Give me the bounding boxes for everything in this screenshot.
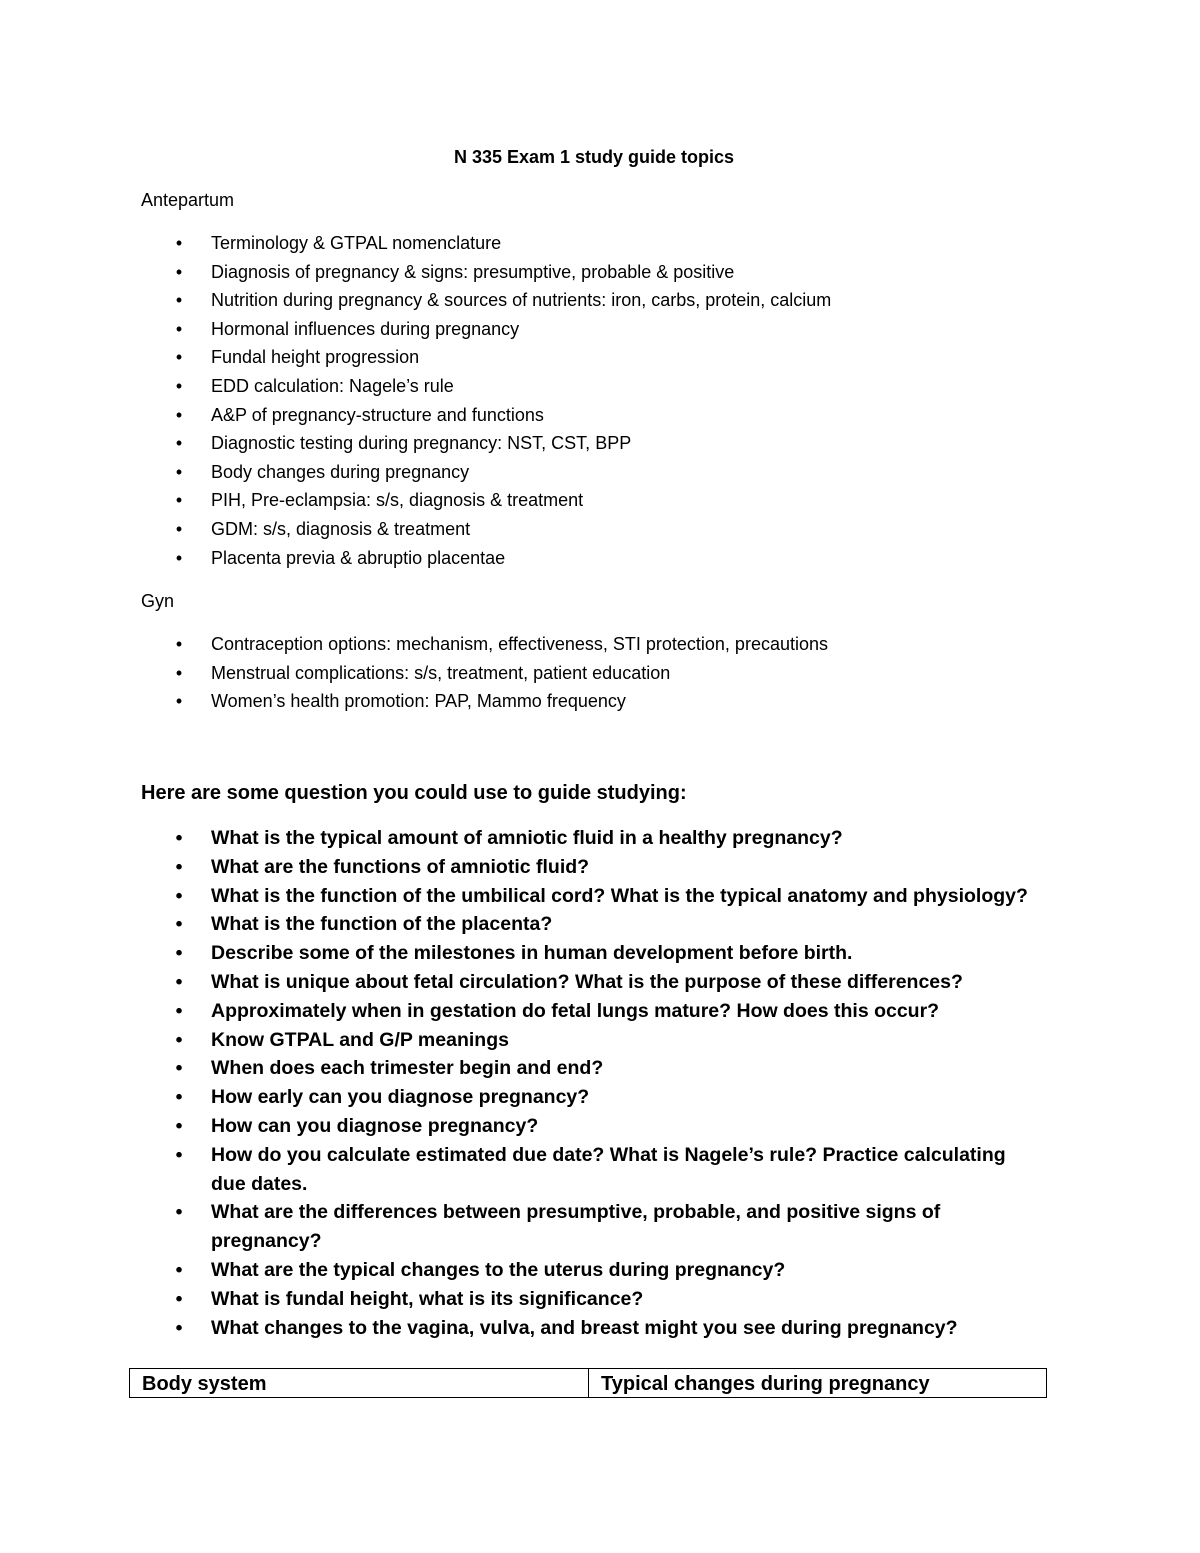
list-item: • When does each trimester begin and end?: [141, 1054, 1041, 1083]
list-item: • GDM: s/s, diagnosis & treatment: [141, 515, 831, 544]
bullet-icon: •: [175, 261, 183, 282]
bullet-icon: •: [175, 290, 183, 311]
body-system-table: [129, 1368, 1047, 1398]
list-item: • Diagnostic testing during pregnancy: NST, CST, BPP: [141, 429, 831, 458]
bullet-icon: •: [175, 634, 183, 654]
bullet-icon: •: [175, 827, 183, 849]
bullet-icon: •: [175, 884, 183, 907]
list-item: • PIH, Pre-eclampsia: s/s, diagnosis & treatment: [141, 486, 831, 515]
guide-heading: Here are some question you could use to guide studying:: [141, 782, 687, 804]
bullet-icon: •: [175, 404, 183, 425]
list-item: • What changes to the vagina, vulva, and breast might you see during pregnancy?: [141, 1314, 1041, 1343]
list-item: • How early can you diagnose pregnancy?: [141, 1083, 1041, 1112]
gyn-topic-list: [141, 630, 828, 716]
bullet-icon: •: [175, 691, 183, 712]
bullet-icon: •: [175, 1316, 183, 1339]
bullet-icon: •: [175, 1028, 183, 1051]
list-item: • A&P of pregnancy-structure and functions: [141, 401, 831, 430]
table-header-body-system: Body system: [130, 1369, 589, 1398]
list-item: • What is the function of the umbilical cord? What is the typical anatomy and physiology?: [141, 882, 1041, 911]
list-item: • Know GTPAL and G/P meanings: [141, 1026, 1041, 1055]
list-item: • How do you calculate estimated due date? What is Nagele’s rule? Practice calculating due dates.: [141, 1141, 1041, 1199]
bullet-icon: •: [175, 970, 183, 993]
bullet-icon: •: [175, 1287, 183, 1310]
list-item: • What are the differences between presumptive, probable, and positive signs of pregnancy?: [141, 1198, 1041, 1256]
bullet-icon: •: [175, 1114, 183, 1137]
bullet-icon: •: [175, 913, 183, 936]
list-item: • Diagnosis of pregnancy & signs: presumptive, probable & positive: [141, 258, 831, 287]
list-item: • What is unique about fetal circulation? What is the purpose of these differences?: [141, 968, 1041, 997]
list-item: • Describe some of the milestones in human development before birth.: [141, 939, 1041, 968]
bullet-icon: •: [175, 375, 183, 396]
bullet-icon: •: [175, 490, 183, 511]
list-item: • EDD calculation: Nagele’s rule: [141, 372, 831, 401]
bullet-icon: •: [175, 662, 183, 683]
section-label-gyn: Gyn: [141, 591, 175, 611]
bullet-icon: •: [175, 1057, 183, 1080]
bullet-icon: •: [175, 942, 183, 965]
bullet-icon: •: [175, 547, 183, 568]
bullet-icon: •: [175, 433, 183, 454]
list-item: • Terminology & GTPAL nomenclature: [141, 229, 831, 258]
list-item: • Placenta previa & abruptio placentae: [141, 544, 831, 573]
table-header-typical-changes: Typical changes during pregnancy: [589, 1369, 1047, 1398]
bullet-icon: •: [175, 318, 183, 339]
bullet-icon: •: [175, 347, 183, 368]
list-item: • Hormonal influences during pregnancy: [141, 315, 831, 344]
bullet-icon: •: [175, 461, 183, 482]
list-item: • Approximately when in gestation do fetal lungs mature? How does this occur?: [141, 997, 1041, 1026]
study-question-list: [141, 824, 1041, 1342]
list-item: • What is the typical amount of amniotic fluid in a healthy pregnancy?: [141, 824, 1041, 853]
bullet-icon: •: [175, 233, 183, 253]
list-item: • What are the functions of amniotic fluid?: [141, 853, 1041, 882]
list-item: • Menstrual complications: s/s, treatment, patient education: [141, 659, 828, 688]
list-item: • How can you diagnose pregnancy?: [141, 1112, 1041, 1141]
bullet-icon: •: [175, 1258, 183, 1281]
list-item: • What are the typical changes to the uterus during pregnancy?: [141, 1256, 1041, 1285]
bullet-icon: •: [175, 1143, 183, 1166]
bullet-icon: •: [175, 999, 183, 1022]
bullet-icon: •: [175, 1201, 183, 1224]
list-item: • What is the function of the placenta?: [141, 910, 1041, 939]
list-item: • Nutrition during pregnancy & sources of nutrients: iron, carbs, protein, calcium: [141, 286, 831, 315]
list-item: • Women’s health promotion: PAP, Mammo frequency: [141, 687, 828, 716]
bullet-icon: •: [175, 518, 183, 539]
list-item: • Body changes during pregnancy: [141, 458, 831, 487]
list-item: • What is fundal height, what is its significance?: [141, 1285, 1041, 1314]
section-label-antepartum: Antepartum: [141, 190, 235, 210]
antepartum-topic-list: [141, 229, 831, 572]
table-header-row: [130, 1369, 1047, 1398]
page-title: N 335 Exam 1 study guide topics: [453, 147, 735, 167]
list-item: • Fundal height progression: [141, 343, 831, 372]
list-item: • Contraception options: mechanism, effectiveness, STI protection, precautions: [141, 630, 828, 659]
bullet-icon: •: [175, 855, 183, 878]
bullet-icon: •: [175, 1086, 183, 1109]
